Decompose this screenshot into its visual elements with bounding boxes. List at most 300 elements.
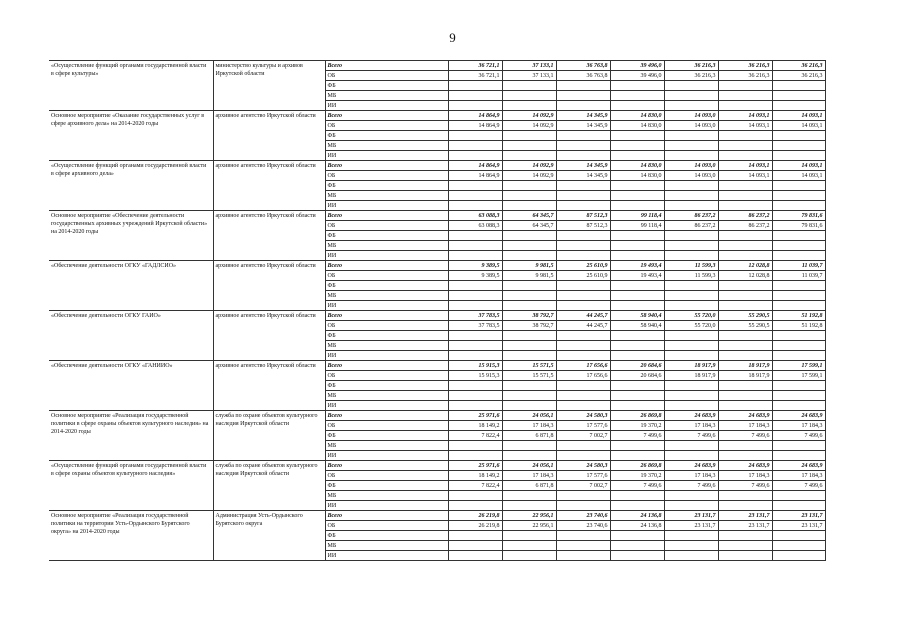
funding-source: МБ <box>325 91 448 101</box>
amount-cell: 17 184,3 <box>664 471 718 481</box>
amount-cell <box>664 491 718 501</box>
amount-cell: 24 683,9 <box>664 461 718 471</box>
amount-cell: 23 131,7 <box>718 521 772 531</box>
amount-cell: 14 345,9 <box>556 161 610 171</box>
funding-source: ИИ <box>325 201 448 211</box>
amount-cell <box>610 391 664 401</box>
amount-cell <box>448 141 502 151</box>
funding-source: ИИ <box>325 501 448 511</box>
amount-cell <box>502 401 556 411</box>
funding-source: Всего <box>325 261 448 271</box>
amount-cell <box>664 101 718 111</box>
amount-cell <box>556 301 610 311</box>
amount-cell <box>448 441 502 451</box>
amount-cell: 39 496,0 <box>610 61 664 71</box>
amount-cell <box>556 81 610 91</box>
funding-source: МБ <box>325 291 448 301</box>
amount-cell: 37 133,1 <box>502 61 556 71</box>
amount-cell: 14 093,1 <box>772 171 825 181</box>
amount-cell: 12 028,8 <box>718 271 772 281</box>
amount-cell: 14 093,0 <box>664 171 718 181</box>
amount-cell <box>718 281 772 291</box>
amount-cell <box>556 531 610 541</box>
amount-cell: 23 131,7 <box>664 511 718 521</box>
amount-cell: 36 216,3 <box>664 71 718 81</box>
amount-cell <box>502 201 556 211</box>
amount-cell: 23 131,7 <box>772 521 825 531</box>
amount-cell <box>448 181 502 191</box>
amount-cell: 36 216,3 <box>718 71 772 81</box>
funding-source: ОБ <box>325 471 448 481</box>
amount-cell: 24 683,9 <box>718 461 772 471</box>
amount-cell <box>718 151 772 161</box>
amount-cell <box>718 441 772 451</box>
amount-cell: 7 002,7 <box>556 431 610 441</box>
amount-cell <box>664 91 718 101</box>
amount-cell: 19 370,2 <box>610 471 664 481</box>
funding-source: Всего <box>325 211 448 221</box>
amount-cell <box>556 141 610 151</box>
amount-cell: 58 940,4 <box>610 311 664 321</box>
amount-cell <box>772 381 825 391</box>
amount-cell: 14 092,9 <box>502 111 556 121</box>
amount-cell: 9 389,5 <box>448 271 502 281</box>
funding-source: МБ <box>325 491 448 501</box>
table-row <box>49 211 825 221</box>
amount-cell <box>610 331 664 341</box>
amount-cell <box>664 381 718 391</box>
table-row <box>49 361 825 371</box>
amount-cell <box>664 391 718 401</box>
amount-cell <box>556 451 610 461</box>
amount-cell <box>664 451 718 461</box>
amount-cell: 9 389,5 <box>448 261 502 271</box>
amount-cell <box>502 541 556 551</box>
amount-cell: 25 971,6 <box>448 411 502 421</box>
amount-cell <box>448 241 502 251</box>
amount-cell <box>610 501 664 511</box>
amount-cell: 64 345,7 <box>502 211 556 221</box>
amount-cell <box>664 331 718 341</box>
amount-cell <box>448 491 502 501</box>
amount-cell: 18 917,9 <box>718 361 772 371</box>
amount-cell <box>718 201 772 211</box>
amount-cell <box>502 551 556 561</box>
amount-cell: 11 599,3 <box>664 261 718 271</box>
funding-source: ИИ <box>325 151 448 161</box>
program-name: Основное мероприятие «Реализация государственной политики в сфере охраны объектов культурного наследия» на 2014-2020 годы <box>49 411 213 461</box>
amount-cell <box>772 231 825 241</box>
funding-source: ИИ <box>325 251 448 261</box>
amount-cell: 58 940,4 <box>610 321 664 331</box>
amount-cell <box>448 91 502 101</box>
amount-cell <box>664 231 718 241</box>
amount-cell: 14 093,1 <box>718 121 772 131</box>
executor-name: Администрация Усть-Ордынского Бурятского округа <box>213 511 325 561</box>
amount-cell: 55 720,0 <box>664 311 718 321</box>
amount-cell <box>718 381 772 391</box>
amount-cell <box>718 241 772 251</box>
executor-name: архивное агентство Иркутской области <box>213 111 325 161</box>
amount-cell <box>556 541 610 551</box>
amount-cell <box>556 91 610 101</box>
funding-source: МБ <box>325 241 448 251</box>
amount-cell <box>502 181 556 191</box>
amount-cell: 20 684,6 <box>610 371 664 381</box>
funding-source: ИИ <box>325 551 448 561</box>
page-number: 9 <box>449 30 456 45</box>
amount-cell <box>556 241 610 251</box>
amount-cell: 17 184,3 <box>502 421 556 431</box>
funding-source: ФБ <box>325 531 448 541</box>
amount-cell: 36 216,3 <box>772 61 825 71</box>
amount-cell: 14 345,9 <box>556 121 610 131</box>
amount-cell: 18 917,9 <box>664 371 718 381</box>
amount-cell <box>718 541 772 551</box>
executor-name: архивное агентство Иркутской области <box>213 161 325 211</box>
amount-cell <box>772 81 825 91</box>
amount-cell: 11 039,7 <box>772 271 825 281</box>
amount-cell <box>556 281 610 291</box>
amount-cell <box>502 451 556 461</box>
amount-cell: 36 216,3 <box>664 61 718 71</box>
amount-cell <box>448 401 502 411</box>
amount-cell: 14 864,9 <box>448 121 502 131</box>
amount-cell <box>772 451 825 461</box>
amount-cell: 14 093,1 <box>772 121 825 131</box>
funding-source: ОБ <box>325 121 448 131</box>
funding-source: МБ <box>325 141 448 151</box>
amount-cell <box>664 281 718 291</box>
amount-cell <box>556 381 610 391</box>
amount-cell: 17 599,1 <box>772 361 825 371</box>
amount-cell: 99 118,4 <box>610 211 664 221</box>
amount-cell <box>664 551 718 561</box>
funding-source: ФБ <box>325 181 448 191</box>
amount-cell <box>772 241 825 251</box>
amount-cell: 17 656,6 <box>556 371 610 381</box>
amount-cell <box>664 131 718 141</box>
program-name: «Осуществление функций органами государственной власти в сфере культуры» <box>49 61 213 111</box>
amount-cell <box>718 401 772 411</box>
amount-cell: 14 864,9 <box>448 111 502 121</box>
amount-cell <box>556 251 610 261</box>
amount-cell: 19 493,4 <box>610 261 664 271</box>
amount-cell: 24 683,9 <box>772 461 825 471</box>
amount-cell <box>610 91 664 101</box>
amount-cell: 23 131,7 <box>772 511 825 521</box>
amount-cell <box>718 391 772 401</box>
amount-cell: 14 830,0 <box>610 111 664 121</box>
amount-cell <box>718 451 772 461</box>
amount-cell: 14 830,0 <box>610 171 664 181</box>
funding-source: МБ <box>325 441 448 451</box>
amount-cell: 38 792,7 <box>502 321 556 331</box>
amount-cell: 39 496,0 <box>610 71 664 81</box>
amount-cell <box>448 381 502 391</box>
amount-cell: 26 869,8 <box>610 461 664 471</box>
amount-cell: 23 740,6 <box>556 511 610 521</box>
amount-cell <box>718 491 772 501</box>
amount-cell: 36 216,3 <box>718 61 772 71</box>
amount-cell <box>772 281 825 291</box>
amount-cell: 9 981,5 <box>502 271 556 281</box>
amount-cell: 17 184,3 <box>718 471 772 481</box>
amount-cell: 20 684,6 <box>610 361 664 371</box>
amount-cell: 86 237,2 <box>664 211 718 221</box>
amount-cell: 87 512,3 <box>556 211 610 221</box>
amount-cell <box>610 551 664 561</box>
amount-cell <box>772 541 825 551</box>
amount-cell <box>556 191 610 201</box>
amount-cell: 6 871,8 <box>502 431 556 441</box>
amount-cell: 14 864,9 <box>448 171 502 181</box>
amount-cell: 26 219,8 <box>448 511 502 521</box>
amount-cell: 25 610,9 <box>556 261 610 271</box>
amount-cell: 36 763,8 <box>556 71 610 81</box>
amount-cell: 12 028,8 <box>718 261 772 271</box>
amount-cell: 17 184,3 <box>772 421 825 431</box>
amount-cell <box>556 101 610 111</box>
amount-cell: 7 499,6 <box>664 481 718 491</box>
amount-cell <box>718 191 772 201</box>
amount-cell: 18 917,9 <box>718 371 772 381</box>
funding-source: ОБ <box>325 171 448 181</box>
amount-cell <box>502 501 556 511</box>
amount-cell <box>610 251 664 261</box>
amount-cell <box>448 291 502 301</box>
amount-cell: 15 915,3 <box>448 361 502 371</box>
amount-cell <box>772 301 825 311</box>
funding-source: ИИ <box>325 451 448 461</box>
amount-cell <box>772 191 825 201</box>
amount-cell <box>718 341 772 351</box>
amount-cell: 24 580,3 <box>556 461 610 471</box>
amount-cell <box>772 501 825 511</box>
amount-cell <box>502 531 556 541</box>
amount-cell: 38 792,7 <box>502 311 556 321</box>
amount-cell <box>664 531 718 541</box>
amount-cell: 14 345,9 <box>556 111 610 121</box>
amount-cell <box>718 301 772 311</box>
amount-cell: 22 956,1 <box>502 511 556 521</box>
amount-cell <box>610 401 664 411</box>
program-name: «Осуществление функций органами государственной власти в сфере архивного дела» <box>49 161 213 211</box>
amount-cell <box>502 281 556 291</box>
amount-cell <box>610 151 664 161</box>
amount-cell: 14 864,9 <box>448 161 502 171</box>
amount-cell <box>448 351 502 361</box>
amount-cell <box>556 391 610 401</box>
funding-source: ФБ <box>325 331 448 341</box>
funding-source: ИИ <box>325 401 448 411</box>
amount-cell <box>772 491 825 501</box>
amount-cell: 24 683,9 <box>664 411 718 421</box>
amount-cell <box>448 541 502 551</box>
program-name: «Обеспечение деятельности ОГКУ ГАИО» <box>49 311 213 361</box>
amount-cell <box>664 501 718 511</box>
table-row <box>49 261 825 271</box>
amount-cell: 51 192,8 <box>772 311 825 321</box>
amount-cell: 63 088,3 <box>448 221 502 231</box>
amount-cell: 14 093,1 <box>772 111 825 121</box>
amount-cell: 23 131,7 <box>664 521 718 531</box>
amount-cell <box>664 181 718 191</box>
amount-cell <box>664 301 718 311</box>
amount-cell <box>610 441 664 451</box>
amount-cell: 36 216,3 <box>772 71 825 81</box>
amount-cell <box>718 531 772 541</box>
funding-source: Всего <box>325 311 448 321</box>
amount-cell <box>772 341 825 351</box>
amount-cell <box>556 341 610 351</box>
amount-cell: 25 971,6 <box>448 461 502 471</box>
amount-cell <box>502 151 556 161</box>
amount-cell: 17 184,3 <box>772 471 825 481</box>
executor-name: архивное агентство Иркутской области <box>213 261 325 311</box>
amount-cell: 15 571,5 <box>502 361 556 371</box>
amount-cell <box>556 491 610 501</box>
amount-cell <box>502 291 556 301</box>
funding-source: МБ <box>325 341 448 351</box>
amount-cell <box>448 81 502 91</box>
amount-cell: 7 002,7 <box>556 481 610 491</box>
funding-source: ОБ <box>325 371 448 381</box>
amount-cell <box>772 401 825 411</box>
funding-source: Всего <box>325 461 448 471</box>
amount-cell <box>448 151 502 161</box>
amount-cell <box>610 141 664 151</box>
amount-cell <box>664 151 718 161</box>
funding-source: ОБ <box>325 521 448 531</box>
table-row <box>49 111 825 121</box>
amount-cell: 55 290,5 <box>718 311 772 321</box>
amount-cell <box>772 291 825 301</box>
funding-source: Всего <box>325 511 448 521</box>
amount-cell <box>448 191 502 201</box>
amount-cell: 24 056,1 <box>502 461 556 471</box>
amount-cell <box>502 391 556 401</box>
amount-cell: 99 118,4 <box>610 221 664 231</box>
amount-cell <box>718 231 772 241</box>
amount-cell <box>502 81 556 91</box>
amount-cell <box>610 281 664 291</box>
table-row <box>49 411 825 421</box>
amount-cell <box>448 451 502 461</box>
amount-cell <box>718 251 772 261</box>
amount-cell <box>448 551 502 561</box>
funding-source: ФБ <box>325 131 448 141</box>
amount-cell <box>556 551 610 561</box>
amount-cell: 9 981,5 <box>502 261 556 271</box>
amount-cell <box>610 351 664 361</box>
executor-name: служба по охране объектов культурного наследия Иркутской области <box>213 411 325 461</box>
amount-cell <box>502 91 556 101</box>
amount-cell <box>610 491 664 501</box>
amount-cell <box>556 331 610 341</box>
amount-cell: 7 499,6 <box>772 431 825 441</box>
program-name: Основное мероприятие «Обеспечение деятельности государственных архивных учреждений Иркутской области» на 2014-2020 годы <box>49 211 213 261</box>
amount-cell: 14 830,0 <box>610 121 664 131</box>
program-name: «Обеспечение деятельности ОГКУ «ГАНИИО» <box>49 361 213 411</box>
table-row <box>49 311 825 321</box>
amount-cell: 7 499,6 <box>772 481 825 491</box>
amount-cell: 24 136,8 <box>610 521 664 531</box>
amount-cell: 18 149,2 <box>448 471 502 481</box>
amount-cell <box>502 101 556 111</box>
amount-cell <box>556 181 610 191</box>
amount-cell <box>610 131 664 141</box>
amount-cell <box>502 341 556 351</box>
amount-cell: 44 245,7 <box>556 321 610 331</box>
amount-cell <box>664 291 718 301</box>
funding-source: Всего <box>325 111 448 121</box>
amount-cell <box>502 141 556 151</box>
amount-cell <box>772 201 825 211</box>
amount-cell <box>556 291 610 301</box>
amount-cell <box>610 201 664 211</box>
amount-cell: 14 093,1 <box>718 171 772 181</box>
amount-cell: 24 683,9 <box>772 411 825 421</box>
amount-cell <box>610 231 664 241</box>
amount-cell: 51 192,8 <box>772 321 825 331</box>
amount-cell: 7 499,6 <box>718 431 772 441</box>
amount-cell: 23 740,6 <box>556 521 610 531</box>
amount-cell <box>502 241 556 251</box>
amount-cell <box>718 331 772 341</box>
amount-cell <box>664 201 718 211</box>
amount-cell: 37 783,5 <box>448 311 502 321</box>
funding-source: ИИ <box>325 101 448 111</box>
amount-cell <box>718 551 772 561</box>
amount-cell <box>718 181 772 191</box>
amount-cell <box>610 81 664 91</box>
amount-cell <box>610 291 664 301</box>
amount-cell <box>664 81 718 91</box>
amount-cell: 55 290,5 <box>718 321 772 331</box>
amount-cell <box>448 301 502 311</box>
program-name: Основное мероприятие «Оказание государственных услуг в сфере архивного дела» на 2014-2020 годы <box>49 111 213 161</box>
amount-cell <box>718 101 772 111</box>
budget-table <box>49 60 826 561</box>
amount-cell: 25 610,9 <box>556 271 610 281</box>
amount-cell <box>502 191 556 201</box>
funding-source: ФБ <box>325 281 448 291</box>
amount-cell <box>664 241 718 251</box>
amount-cell: 15 571,5 <box>502 371 556 381</box>
amount-cell <box>610 181 664 191</box>
program-name: «Осуществление функций органами государственной власти в сфере охраны объектов культурного наследия» <box>49 461 213 511</box>
funding-source: Всего <box>325 61 448 71</box>
amount-cell: 19 493,4 <box>610 271 664 281</box>
amount-cell: 79 831,6 <box>772 221 825 231</box>
amount-cell <box>610 541 664 551</box>
funding-source: МБ <box>325 541 448 551</box>
amount-cell <box>448 341 502 351</box>
amount-cell <box>556 151 610 161</box>
amount-cell: 7 822,4 <box>448 431 502 441</box>
amount-cell <box>502 491 556 501</box>
amount-cell: 18 149,2 <box>448 421 502 431</box>
amount-cell <box>664 341 718 351</box>
amount-cell: 86 237,2 <box>718 211 772 221</box>
amount-cell: 24 683,9 <box>718 411 772 421</box>
amount-cell: 17 599,1 <box>772 371 825 381</box>
amount-cell: 86 237,2 <box>718 221 772 231</box>
funding-source: ОБ <box>325 221 448 231</box>
funding-source: ФБ <box>325 231 448 241</box>
amount-cell <box>610 241 664 251</box>
